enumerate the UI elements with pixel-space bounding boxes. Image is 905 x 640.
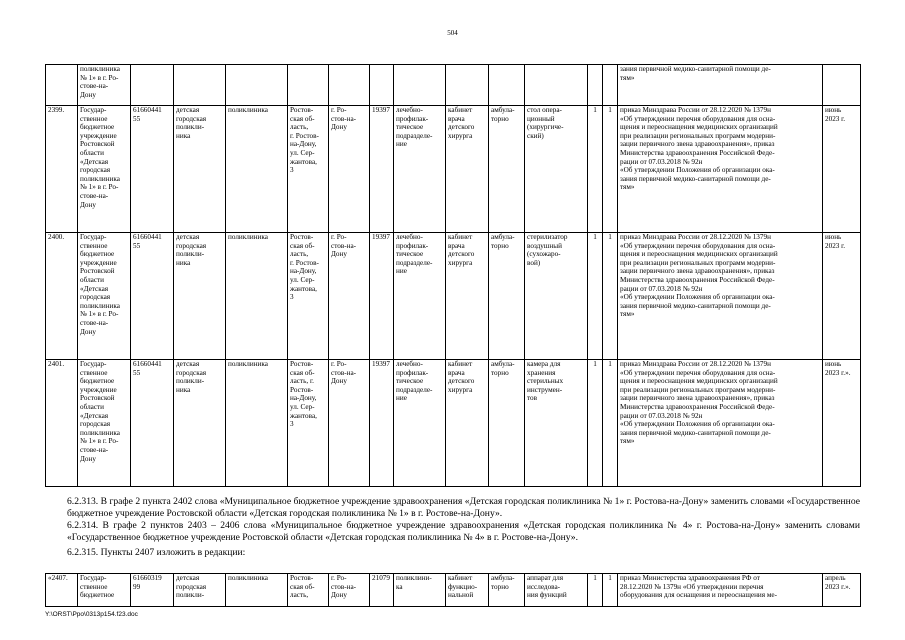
cell-inn: 61660319 99 [131,574,174,607]
cell-qty-2: 1 [603,360,618,487]
cell-address: Ростов- ская об- ласть, [288,574,329,607]
paragraph-text: 6.2.314. В графе 2 пунктов 2403 – 2406 слова «Муниципальное бюджетное учреждение здравоохранения «Детская городская поликлиника № 4» г. Ростова-на-Дону» заменить словами «Государственное бюджетное учреждение Ростовской области «Детская городская поликлиника № 4» в г. Ростове-на-Дону». [67,520,860,543]
cell-basis: приказ Министерства здравоохранения РФ от 28.12.2020 № 1379н «Об утверждении перечня оборудования для оснащения и переоснащения ме- [618,574,823,607]
equipment-table [45,64,861,487]
cell-equipment: аппарат для исследова- ния функций [525,574,588,607]
cell-department: лечебно- профилак- тическое подразделе- ние [394,360,446,487]
new-row-table [45,573,861,607]
table-row [46,106,861,233]
cell-care: амбула- торно [489,360,525,487]
cell-no: «2407. [46,574,78,607]
cell-date: июнь 2023 г. [823,233,861,360]
cell-qty-2: 1 [603,233,618,360]
cell-date: июнь 2023 г.». [823,360,861,487]
cell-room: кабинет врача детского хирурга [446,360,489,487]
cell-qty-2: 1 [603,106,618,233]
cell-qty-1: 1 [588,106,603,233]
cell-org: Государ- ственное бюджетное учреждение Ростовской области «Детская городская поликлиника № 1» в г. Ро- стове-на- Дону [78,106,131,233]
cell-qty-1: 1 [588,360,603,487]
cell-room: кабинет врача детского хирурга [446,106,489,233]
cell-org: поликлиника № 1» в г. Ро- стове-на- Дону [78,65,131,106]
cell-code: 21079 [370,574,394,607]
cell-code: 19397 [370,106,394,233]
amendment-paragraph [45,520,860,544]
table-row [46,233,861,360]
cell-equipment: стерилизатор воздушный (сухожаро- вой) [525,233,588,360]
cell-type: поликлиника [226,574,288,607]
cell-basis: приказ Минздрава России от 28.12.2020 № 1379н «Об утверждении перечня оборудования для осна- щения и переоснащения медицинских организаций при реализации региональных программ модерни- зации первичного звена здравоохранения», приказ Министерства здравоохранения Российской Феде- рации от 07.03.2018 № 92н «Об утверждении Положения об организации ока- зания первичной медико-санитарной помощи де- тям» [618,360,823,487]
cell-date: июнь 2023 г. [823,106,861,233]
cell-city: г. Ро- стов-на- Дону [329,233,370,360]
cell-room: кабинет функцио- нальной [446,574,489,607]
cell-code: 19397 [370,233,394,360]
cell-equipment: стол опера- ционный (хирургиче- ский) [525,106,588,233]
cell-type: поликлиника [226,360,288,487]
cell-inn: 61660441 55 [131,233,174,360]
cell-type: поликлиника [226,106,288,233]
cell-subdivision: детская городская поликли- ника [174,233,226,360]
amendment-paragraph [45,496,860,520]
cell-org: Государ- ственное бюджетное [78,574,131,607]
cell-code: 19397 [370,360,394,487]
cell-no: 2401. [46,360,78,487]
cell-address: Ростов- ская об- ласть, г. Ростов- на-Дону, ул. Сер- жантова, 3 [288,106,329,233]
cell-address: Ростов- ская об- ласть, г. Ростов- на-Дону, ул. Сер- жантова, 3 [288,233,329,360]
cell-no: 2399. [46,106,78,233]
cell-care: амбула- торно [489,574,525,607]
cell-org: Государ- ственное бюджетное учреждение Ростовской области «Детская городская поликлиника № 1» в г. Ро- стове-на- Дону [78,360,131,487]
cell-no: 2400. [46,233,78,360]
paragraph-text: 6.2.315. Пункты 2407 изложить в редакции: [67,547,246,558]
cell-inn: 61660441 55 [131,106,174,233]
cell-date: апрель 2023 г.». [823,574,861,607]
table-row-continued [46,65,861,106]
cell-subdivision: детская городская поликли- ника [174,360,226,487]
cell-department: лечебно- профилак- тическое подразделе- ние [394,106,446,233]
cell-department: лечебно- профилак- тическое подразделе- ние [394,233,446,360]
cell-care: амбула- торно [489,233,525,360]
cell-city: г. Ро- стов-на- Дону [329,574,370,607]
table-row [46,360,861,487]
cell-type: поликлиника [226,233,288,360]
cell-qty-2: 1 [603,574,618,607]
table-row [46,574,861,607]
amendment-paragraph [45,547,860,559]
file-path-footer: Y:\ORST\Ppo\0313p154.f23.doc [45,611,138,618]
cell-equipment: камера для хранения стерильных инструмен- тов [525,360,588,487]
cell-subdivision: детская городская поликли- [174,574,226,607]
cell-basis: зания первичной медико-санитарной помощи де- тям» [618,65,823,106]
cell-basis: приказ Минздрава России от 28.12.2020 № 1379н «Об утверждении перечня оборудования для осна- щения и переоснащения медицинских организаций при реализации региональных программ модерни- зации первичного звена здравоохранения», приказ Министерства здравоохранения Российской Феде- рации от 07.03.2018 № 92н «Об утверждении Положения об организации ока- зания первичной медико-санитарной помощи де- тям» [618,106,823,233]
cell-city: г. Ро- стов-на- Дону [329,106,370,233]
cell-city: г. Ро- стов-на- Дону [329,360,370,487]
cell-inn: 61660441 55 [131,360,174,487]
cell-org: Государ- ственное бюджетное учреждение Ростовской области «Детская городская поликлиника № 1» в г. Ро- стове-на- Дону [78,233,131,360]
page-number: 504 [447,29,458,37]
cell-qty-1: 1 [588,574,603,607]
cell-qty-1: 1 [588,233,603,360]
cell-subdivision: детская городская поликли- ника [174,106,226,233]
cell-care: амбула- торно [489,106,525,233]
cell-basis: приказ Минздрава России от 28.12.2020 № 1379н «Об утверждении перечня оборудования для осна- щения и переоснащения медицинских организаций при реализации региональных программ модерни- зации первичного звена здравоохранения», приказ Министерства здравоохранения Российской Феде- рации от 07.03.2018 № 92н «Об утверждении Положения об организации ока- зания первичной медико-санитарной помощи де- тям» [618,233,823,360]
cell-room: кабинет врача детского хирурга [446,233,489,360]
cell-department: поликлини- ка [394,574,446,607]
paragraph-text: 6.2.313. В графе 2 пункта 2402 слова «Муниципальное бюджетное учреждение здравоохранения «Детская городская поликлиника № 1» г. Ростова-на-Дону» заменить словами «Государственное бюджетное учреждение Ростовской области «Детская городская поликлиника № 1» в г. Ростове-на-Дону». [67,496,860,519]
cell-address: Ростов- ская об- ласть, г. Ростов- на-Дону, ул. Сер- жантова, 3 [288,360,329,487]
